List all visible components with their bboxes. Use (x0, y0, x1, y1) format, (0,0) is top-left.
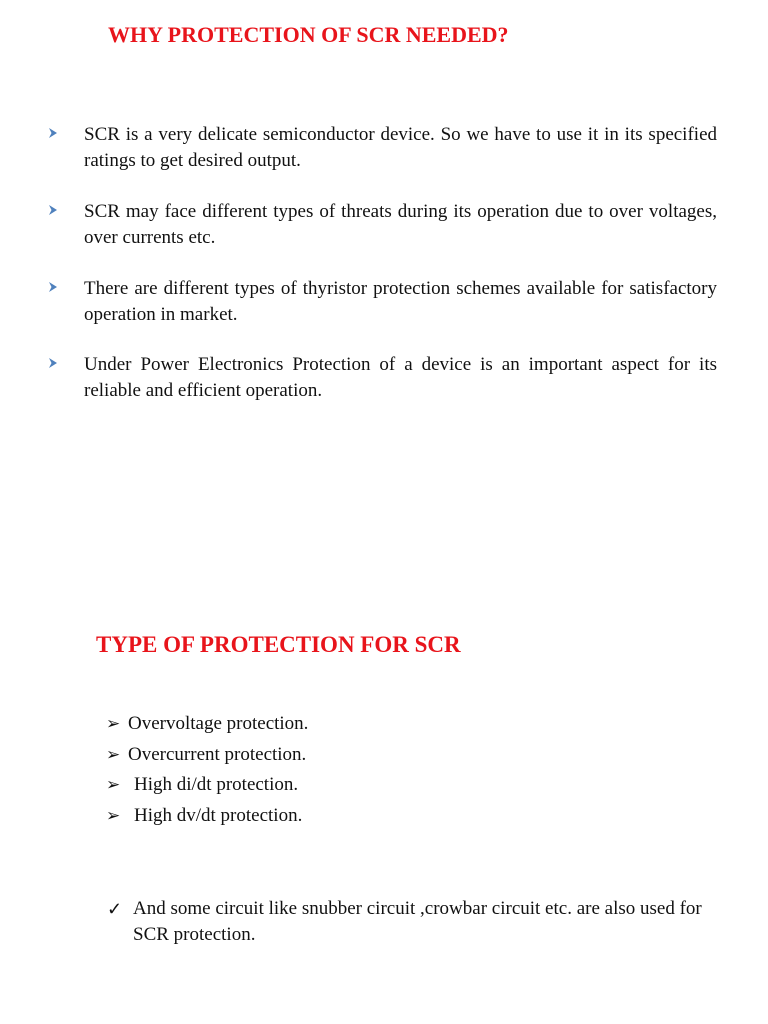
list-item-text: High dv/dt protection. (134, 805, 303, 827)
arrow-icon: ➢ (106, 744, 121, 764)
list-item (106, 772, 706, 803)
arrow-icon: ➢ (106, 714, 121, 733)
list-item-text: Under Power Electronics Protection of a device is an important aspect for its reliable and efficient operation. (84, 354, 717, 401)
protection-types-list (106, 711, 706, 834)
arrowhead-icon (48, 357, 58, 369)
arrowhead-icon (48, 281, 58, 293)
list-item-text: Overvoltage protection. (128, 713, 309, 734)
list-item-text: There are different types of thyristor protection schemes available for satisfactory operation in market. (84, 278, 717, 325)
arrow-icon: ➢ (106, 806, 121, 826)
arrowhead-icon (48, 127, 58, 139)
list-item-text: SCR is a very delicate semiconductor device. So we have to use it in its specified ratings to get desired output. (84, 124, 717, 171)
list-item-text: Overcurrent protection. (128, 743, 307, 765)
list-item (106, 803, 706, 834)
arrowhead-icon (48, 204, 58, 216)
list-item-text: High di/dt protection. (134, 774, 299, 796)
checkmark-icon: ✓ (107, 899, 123, 919)
list-item (106, 742, 706, 773)
note-text: And some circuit like snubber circuit ,crowbar circuit etc. are also used for SCR protection. (133, 898, 702, 945)
list-item (106, 711, 706, 742)
section-title-protection-types: TYPE OF PROTECTION FOR SCR (96, 632, 461, 657)
arrow-icon: ➢ (106, 775, 121, 795)
list-item-text: SCR may face different types of threats during its operation due to over voltages, over currents etc. (84, 201, 717, 248)
section-title-why-protection: WHY PROTECTION OF SCR NEEDED? (108, 22, 509, 47)
